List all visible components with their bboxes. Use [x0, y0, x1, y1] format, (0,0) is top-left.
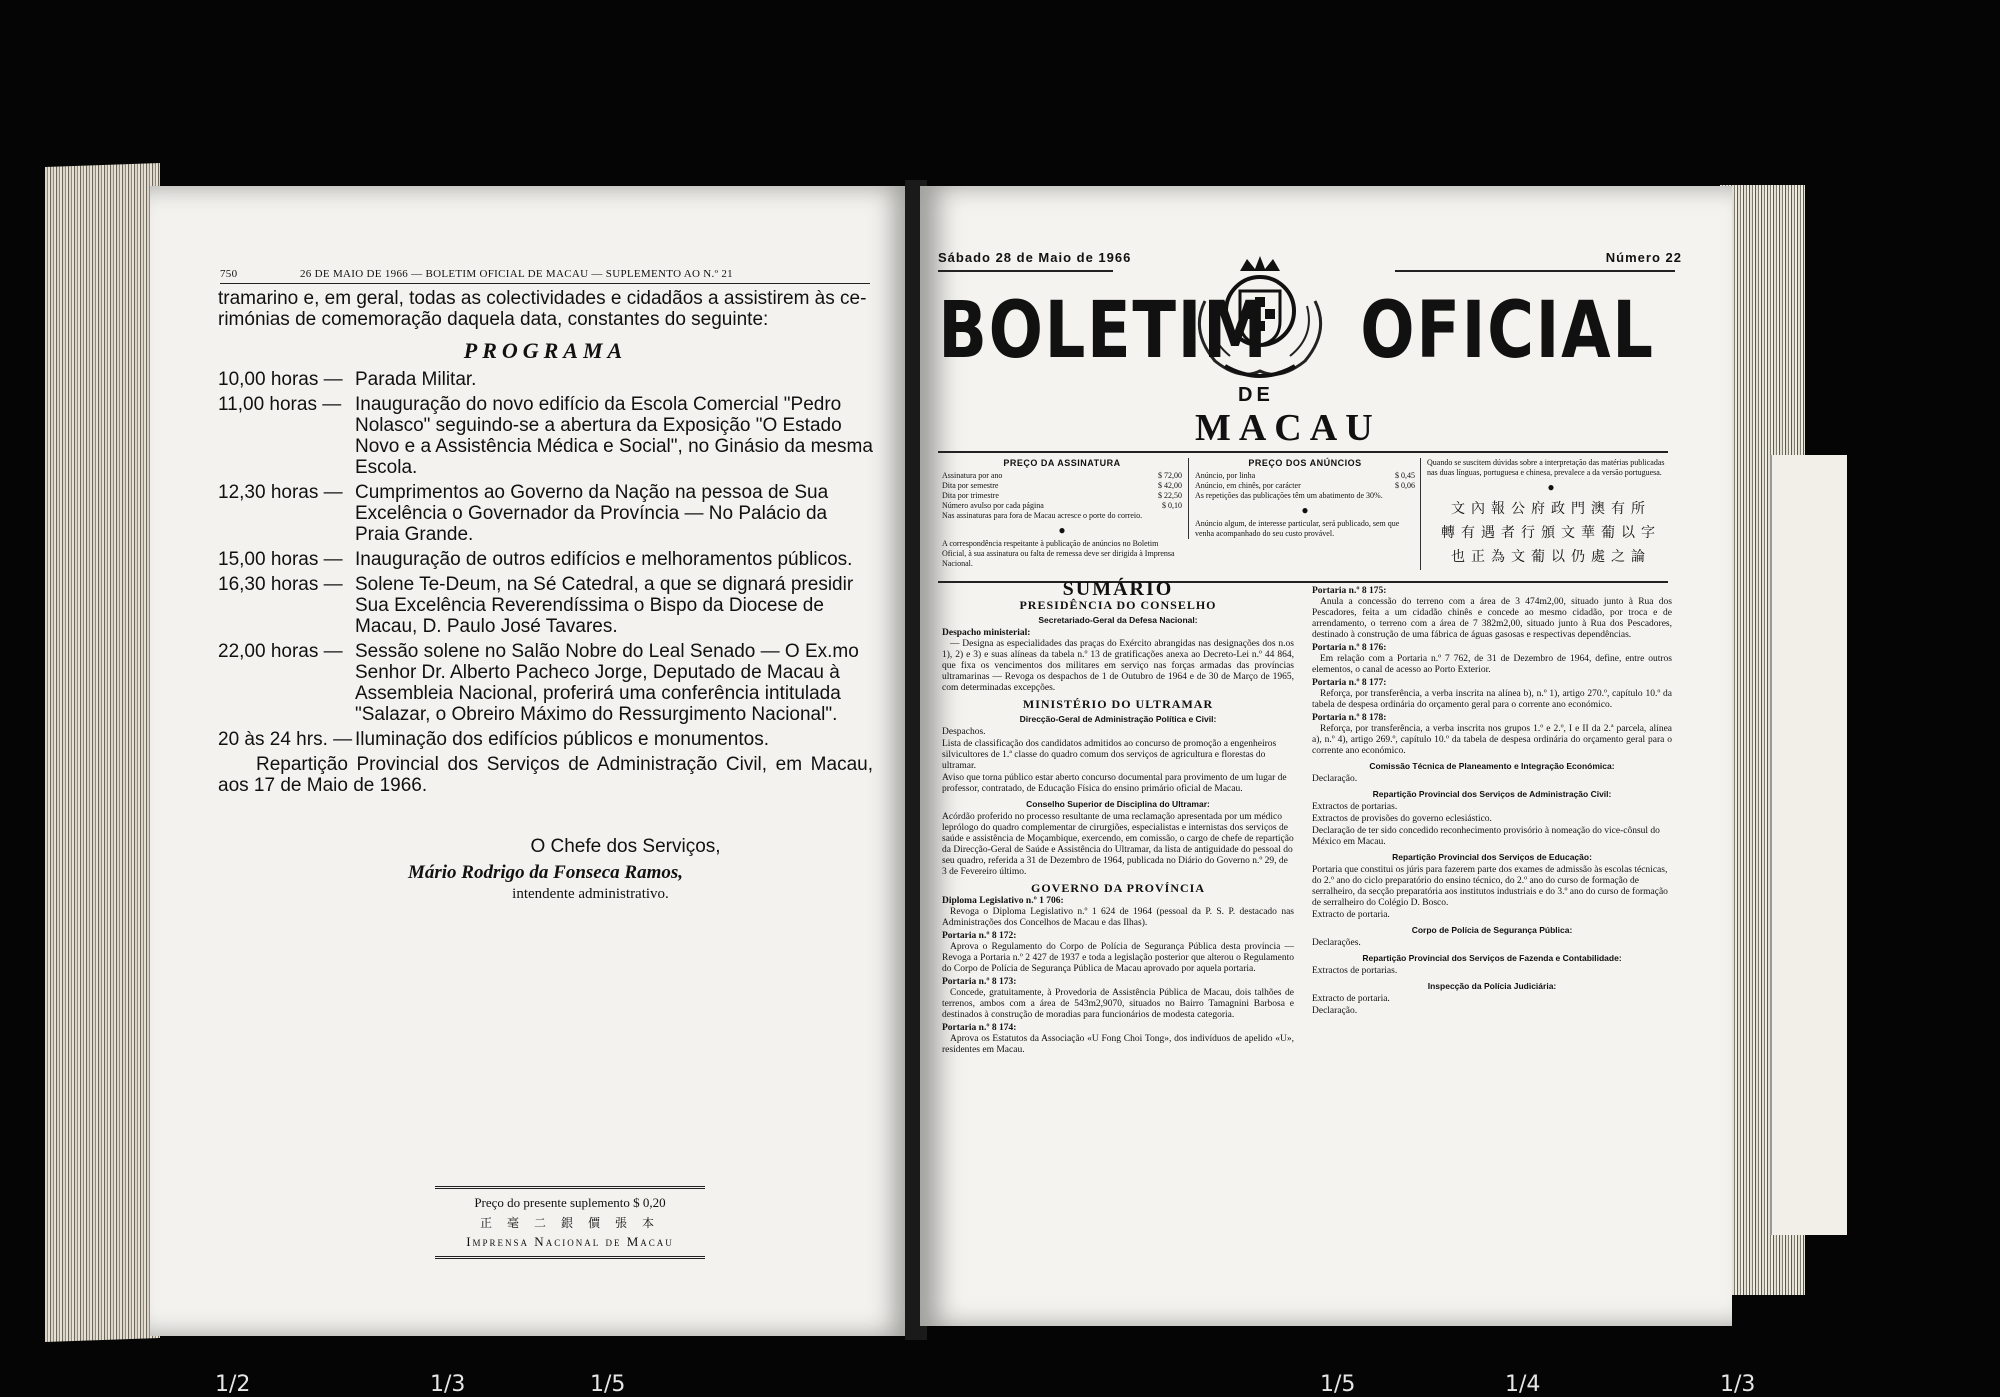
price-row — [942, 491, 1182, 501]
printer-name: Imprensa Nacional de Macau — [466, 1234, 674, 1249]
summary-subsection: Secretariado-Geral da Defesa Nacional: — [1038, 615, 1198, 625]
summary-title: SUMÁRIO — [1062, 578, 1174, 600]
price-row — [942, 471, 1182, 481]
summary-subsection: Comissão Técnica de Planeamento e Integração Económica: — [1369, 761, 1615, 771]
intro-line: rimónias de comemoração daquela data, constantes do seguinte: — [218, 309, 769, 330]
bullet-icon: ● — [1058, 523, 1066, 537]
price-label: Número avulso por cada página — [942, 501, 1044, 510]
price-line-chinese: 正 毫 二 銀 價 張 本 — [479, 1216, 660, 1230]
language-note — [1420, 458, 1675, 570]
chinese-line: 也正為文葡以仍處之論 — [1451, 550, 1651, 565]
summary-entry-title: Portaria n.º 8 178: — [1312, 713, 1387, 723]
summary-entry-text: Reforça, por transferência, a verba inscrita nos grupos 1.º e 2.º, I e II da 2.ª parcela, alínea a), n.º 4), artigo 269.º, capítulo 10.º da tabela de despesa ordinária do orçamento geral para o corrente ano económico. — [1312, 724, 1672, 756]
summary-entry-text: Em relação com a Portaria n.º 7 762, de 31 de Dezembro de 1964, define, entre outros elementos, o canal de acesso ao Porto Exterior. — [1312, 654, 1672, 675]
programa-time: 11,00 horas — — [218, 394, 342, 415]
price-line: Preço do presente suplemento $ 0,20 — [474, 1195, 666, 1210]
summary-section: PRESIDÊNCIA DO CONSELHO — [1019, 598, 1217, 612]
summary-entry-text: Revoga o Diploma Legislativo n.º 1 624 de 1964 (pessoal da P. S. P. destacado nas Administrações dos Concelhos de Macau e das Ilhas). — [942, 907, 1294, 928]
signatory-title: O Chefe dos Serviços, — [530, 836, 721, 857]
summary-entry-text: Aprova o Regulamento do Corpo de Polícia de Segurança Pública desta província — Revoga a Portaria n.º 2 427 de 1937 e toda a legislação posterior que alterou o Regulamento do Corpo de Polícia de Segurança Pública de Macau aprovado por aquela portaria. — [942, 942, 1294, 974]
programa-title: PROGRAMA — [463, 338, 628, 363]
signatory-name: Mário Rodrigo da Fonseca Ramos, — [407, 862, 683, 883]
subscription-note: Nas assinaturas para fora de Macau acresce o porte do correio. — [942, 511, 1143, 520]
summary-entry-text: — Designa as especialidades das praças do Exército abrangidas nas designações dos n.os 1), 2) e 3) e suas alíneas da tabela n.º 13 de gratificações anexa ao Decreto-Lei n.º 44 864, que fixa os vencimentos dos militares em serviço nas forças armadas das províncias ultramarinas — Revoga os despachos de 1 de Outubro de 1964 e de 30 de Março de 1965, com determinadas excepções. — [942, 639, 1294, 693]
header-rule — [220, 283, 870, 284]
masthead-title-word: OFICIAL — [1360, 286, 1655, 376]
summary-entry-title: Portaria n.º 8 174: — [942, 1023, 1017, 1033]
programa-time: 20 às 24 hrs. — — [218, 729, 353, 750]
summary-item: Acórdão proferido no processo resultante de uma reclamação apresentada por um médico leprólogo do quadro complementar de cirurgiões, especialistas e internistas dos serviços de saúde e assistência de Moçambique, exercendo, em comissão, o cargo de chefe de repartição da Direcção-Geral de Saúde e Assistência do Ultramar, da lista de antiguidade do pessoal do seu quadro, referida a 31 de Dezembro de 1964, publicada no Diário do Governo n.º 29, de 3 de Fevereiro último. — [942, 812, 1294, 877]
price-row — [1195, 471, 1415, 481]
issue-number: Número 22 — [1605, 250, 1682, 265]
summary-subsection: Corpo de Polícia de Segurança Pública: — [1411, 925, 1573, 935]
subscription-prices — [942, 458, 1182, 569]
programa-event: Parada Militar. — [355, 369, 477, 390]
masthead-title-word: BOLETIM — [938, 286, 1269, 376]
subscription-heading: PREÇO DA ASSINATURA — [1003, 458, 1121, 468]
programa-event: Sessão solene no Salão Nobre do Leal Senado — O Ex.mo Senhor Dr. Alberto Pacheco Jorge, Deputado de Macau à Assembleia Nacional, proferirá uma conferência intitulada "Salazar, o Obreiro Máximo do Ressurgimento Nacional". — [355, 641, 859, 725]
price-value: $ 0,06 — [1395, 481, 1415, 490]
summary-item: Declaração de ter sido concedido reconhecimento provisório à nomeação do vice-cônsul do México em Macau. — [1312, 826, 1660, 847]
summary-entry-title: Portaria n.º 8 173: — [942, 977, 1017, 987]
subscription-rows — [942, 471, 1182, 511]
summary-entry-title: Portaria n.º 8 172: — [942, 931, 1017, 941]
summary-subsection: Inspecção da Polícia Judiciária: — [1427, 981, 1557, 991]
signature-block — [218, 836, 873, 903]
programa-time: 22,00 horas — — [218, 641, 343, 662]
summary-item: Declarações. — [1312, 938, 1361, 948]
summary-item: Extracto de portaria. — [1312, 994, 1390, 1004]
summary-item: Extracto de portaria. — [1312, 910, 1390, 920]
subscription-note: A correspondência respeitante à publicação de anúncios no Boletim Oficial, à sua assinatura ou falta de remessa deve ser dirigida à Imprensa Nacional. — [942, 539, 1175, 568]
signatory-role: intendente administrativo. — [512, 886, 669, 902]
price-label: Dita por semestre — [942, 481, 999, 490]
summary-entry-title: Diploma Legislativo n.º 1 706: — [942, 896, 1064, 906]
film-frame-mark: 1/2 — [215, 1372, 251, 1397]
left-page-header — [220, 268, 870, 280]
page-number: 750 — [220, 268, 238, 280]
chinese-line: 文內報公府政門澳有所 — [1451, 502, 1651, 517]
inserted-sheet — [1770, 455, 1847, 1235]
summary-section: GOVERNO DA PROVÍNCIA — [1030, 881, 1205, 895]
issue-date: Sábado 28 de Maio de 1966 — [938, 250, 1132, 265]
price-label: Assinatura por ano — [942, 471, 1003, 480]
price-row — [942, 501, 1182, 511]
summary-section: MINISTÉRIO DO ULTRAMAR — [1022, 697, 1214, 711]
summary-subsection: Repartição Provincial dos Serviços de Fazenda e Contabilidade: — [1362, 953, 1622, 963]
programa-event: Inauguração de outros edifícios e melhoramentos públicos. — [355, 549, 853, 570]
summary-item: Extractos de portarias. — [1312, 966, 1398, 976]
film-frame-mark: 1/5 — [590, 1372, 626, 1397]
programa-event: Solene Te-Deum, na Sé Catedral, a que se dignará presidir Sua Excelência Reverendíssima o Bispo da Diocese de Macau, D. Paulo José Tavares. — [355, 574, 854, 637]
summary-entry-text: Concede, gratuitamente, à Provedoria de Assistência Pública de Macau, dois talhões de terrenos, ambos com a área de 543m2,9070, situados no Bairro Tamagnini Barbosa e destinados à construção de moradias para funcionários de modesta categoria. — [942, 988, 1294, 1020]
price-label: Dita por trimestre — [942, 491, 999, 500]
masthead-rule — [938, 270, 1113, 272]
chinese-line: 轉有遇者行頒文華葡以字 — [1441, 526, 1661, 541]
price-row — [1195, 481, 1415, 491]
summary-entry-text: Aprova os Estatutos da Associação «U Fong Choi Tong», dos indivíduos de apelido «U», residentes em Macau. — [942, 1034, 1294, 1055]
price-value: $ 42,00 — [1158, 481, 1182, 490]
programa-event: Inauguração do novo edifício da Escola Comercial "Pedro Nolasco" seguindo-se a abertura da Exposição "O Estado Novo e a Assistência Médica e Social", no Ginásio da mesma Escola. — [355, 394, 873, 478]
summary-entry-text: Reforça, por transferência, a verba inscrita na alínea b), n.º 1), artigo 270.º, capítulo 10.º da tabela de despesa ordinária do orçamento geral para o corrente ano económico. — [1312, 689, 1672, 710]
summary-item: Despachos. — [942, 727, 986, 737]
info-rule — [938, 451, 1668, 453]
summary-item: Declaração. — [1312, 774, 1358, 784]
ad-note: Anúncio algum, de interesse particular, será publicado, sem que venha acompanhado do seu custo provável. — [1195, 519, 1400, 538]
programa-list — [218, 369, 873, 754]
masthead-rule — [1395, 270, 1675, 272]
chinese-notice — [1427, 498, 1675, 570]
price-value: $ 0,10 — [1162, 501, 1182, 510]
programa-event: Cumprimentos ao Governo da Nação na pessoa de Sua Excelência o Governador da Província — No Palácio da Praia Grande. — [355, 482, 829, 545]
ad-note: As repetições das publicações têm um abatimento de 30%. — [1195, 491, 1383, 500]
summary-item: Aviso que torna público estar aberto concurso documental para provimento de um lugar de professor, contratado, de Educação Física do ensino primário oficial de Macau. — [942, 773, 1287, 794]
summary-item: Declaração. — [1312, 1006, 1358, 1016]
masthead-place: MACAU — [1195, 407, 1381, 449]
left-page — [150, 186, 912, 1336]
film-frame-mark: 1/4 — [1505, 1372, 1541, 1397]
film-frame-mark: 1/3 — [1720, 1372, 1756, 1397]
supplement-price-box — [435, 1186, 705, 1259]
summary-subsection: Direcção-Geral de Administração Política e Civil: — [1019, 714, 1217, 724]
programa-time: 16,30 horas — — [218, 574, 343, 595]
bullet-icon: ● — [1547, 480, 1555, 494]
summary-entry-text: Anula a concessão do terreno com a área de 3 474m2,00, situado junto à Rua dos Pescadores, feita a um cidadão chinês e concede ao mesmo cidadão, por troca e de arrendamento, o terreno com a área de 7 382m2,00, situado junto à Rua dos Pescadores, destinado à construção de uma fábrica de águas gasosas e respectivas dependências. — [1312, 597, 1672, 640]
price-value: $ 22,50 — [1158, 491, 1182, 500]
price-label: Anúncio, em chinês, por carácter — [1195, 481, 1301, 490]
price-value: $ 0,45 — [1395, 471, 1415, 480]
film-frame-mark: 1/5 — [1320, 1372, 1356, 1397]
right-page — [920, 186, 1732, 1326]
summary-item: Lista de classificação dos candidatos admitidos ao concurso de promoção a engenheiros silvicultores de 1.ª classe do quadro comum dos serviços de agricultura e florestas do ultramar. — [942, 739, 1277, 771]
programa-time: 12,30 horas — — [218, 482, 343, 503]
programa-time: 10,00 horas — — [218, 369, 343, 390]
language-note-text: Quando se suscitem dúvidas sobre a interpretação das matérias publicadas nas duas línguas, portuguesa e chinesa, prevalece a da versão portuguesa. — [1427, 458, 1665, 477]
masthead-de: DE — [1238, 384, 1274, 406]
running-header: 26 DE MAIO DE 1966 — BOLETIM OFICIAL DE MACAU — SUPLEMENTO AO N.º 21 — [300, 268, 733, 280]
programa-time: 15,00 horas — — [218, 549, 343, 570]
summary-item: Portaria que constitui os júris para fazerem parte dos exames de admissão às escolas técnicas, do 2.º ano do ciclo preparatório do ensino técnico, do 2.º ano do curso de formação de serralheiro, da secção preparatória aos institutos industriais e do 3.º ano do curso de formação de serralheiro do Colégio D. Bosco. — [1312, 865, 1668, 908]
ad-rows — [1195, 471, 1415, 491]
ad-heading: PREÇO DOS ANÚNCIOS — [1248, 458, 1362, 468]
summary-item: Extractos de portarias. — [1312, 802, 1398, 812]
price-label: Anúncio, por linha — [1195, 471, 1256, 480]
summary-subsection: Repartição Provincial dos Serviços de Educação: — [1392, 852, 1592, 862]
info-rule — [938, 581, 1668, 583]
summary-item: Extractos de provisões do governo eclesiástico. — [1312, 814, 1492, 824]
price-row — [942, 481, 1182, 491]
summary-entry-title: Portaria n.º 8 175: — [1312, 586, 1387, 596]
summary-column-right — [1312, 584, 1672, 1018]
price-value: $ 72,00 — [1158, 471, 1182, 480]
closing-paragraph: Repartição Provincial dos Serviços de Administração Civil, em Macau, aos 17 de Maio de 1966. — [218, 754, 873, 796]
summary-entry-title: Despacho ministerial: — [942, 628, 1031, 638]
left-page-edges — [45, 163, 160, 1342]
film-frame-mark: 1/3 — [430, 1372, 466, 1397]
summary-entry-title: Portaria n.º 8 176: — [1312, 643, 1387, 653]
ad-prices — [1188, 458, 1415, 539]
programa-event: Iluminação dos edifícios públicos e monumentos. — [355, 729, 770, 750]
summary-subsection: Repartição Provincial dos Serviços de Administração Civil: — [1372, 789, 1612, 799]
summary-subsection: Conselho Superior de Disciplina do Ultramar: — [1026, 799, 1210, 809]
left-page-body — [218, 288, 873, 796]
bullet-icon: ● — [1301, 503, 1309, 517]
summary-column-left — [942, 578, 1294, 1056]
summary-entry-title: Portaria n.º 8 177: — [1312, 678, 1387, 688]
intro-line: tramarino e, em geral, todas as colectividades e cidadãos a assistirem às ce- — [218, 288, 867, 309]
